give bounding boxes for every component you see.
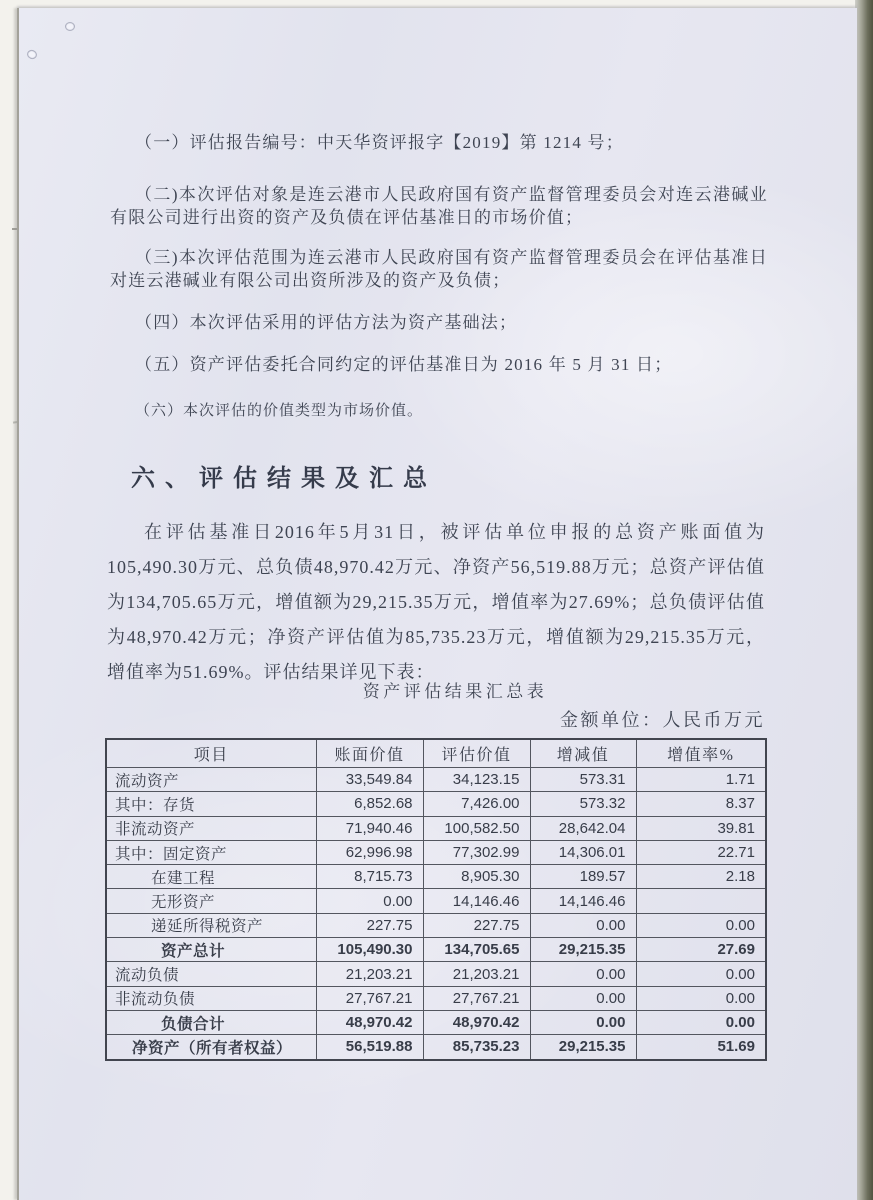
table-cell: 51.69 [636,1035,766,1060]
table-row [106,840,766,864]
paragraph-line: （六）本次评估的价值类型为市场价值。 [135,403,424,419]
table-row [106,889,766,913]
table-cell: 0.00 [530,962,636,986]
row-label: 无形资产 [106,889,316,913]
intro-paragraph [110,246,768,292]
table-cell: 105,490.30 [316,938,423,962]
paragraph-line: 为48,970.42万元；净资产评估值为85,735.23万元，增值额为29,215.35万元， [107,627,765,647]
table-row [106,792,766,816]
table-cell: 14,146.46 [423,889,530,913]
intro-paragraph [110,311,768,334]
table-cell: 227.75 [423,913,530,937]
table-title: 资产评估结果汇总表 [362,682,548,701]
table-row [106,768,766,792]
paragraph-line: 增值率为51.69%。评估结果详见下表： [107,662,435,682]
table-unit-note: 金额单位：人民币万元 [560,710,765,730]
staple-hole-mark [65,22,75,31]
row-label: 非流动资产 [106,816,316,840]
table-cell: 62,996.98 [316,840,423,864]
table-cell: 27,767.21 [316,986,423,1010]
table-cell: 21,203.21 [423,962,530,986]
row-label: 流动负债 [106,962,316,986]
table-cell: 85,735.23 [423,1035,530,1060]
table-cell: 6,852.68 [316,792,423,816]
paragraph-line: （五）资产评估委托合同约定的评估基准日为 2016 年 5 月 31 日； [135,355,673,374]
table-cell [636,889,766,913]
table-cell: 134,705.65 [423,938,530,962]
intro-paragraph [110,183,768,229]
table-cell: 77,302.99 [423,840,530,864]
paragraph-line: （一）评估报告编号：中天华资评报字【2019】第 1214 号； [135,133,624,152]
row-label: 其中：固定资产 [106,840,316,864]
table-cell: 29,215.35 [530,938,636,962]
paragraph-line: 有限公司进行出资的资产及负债在评估基准日的市场价值； [110,208,584,227]
table-cell: 14,306.01 [530,840,636,864]
row-label: 非流动负债 [106,986,316,1010]
table-row [106,816,766,840]
paragraph-line: 为134,705.65万元，增值额为29,215.35万元，增值率为27.69%；总负债评估值 [107,592,765,612]
table-cell: 0.00 [636,913,766,937]
table-cell: 27,767.21 [423,986,530,1010]
table-row [106,1035,766,1060]
table-row [106,913,766,937]
table-cell: 29,215.35 [530,1035,636,1060]
table-cell: 27.69 [636,938,766,962]
section-heading: 六、评估结果及汇总 [131,466,437,492]
paragraph-line: （四）本次评估采用的评估方法为资产基础法； [135,313,518,332]
row-label: 资产总计 [106,938,316,962]
row-label: 其中：存货 [106,792,316,816]
table-header-row [106,739,766,768]
scanner-background-strip [855,0,873,1200]
table-row [106,986,766,1010]
table-cell: 1.71 [636,768,766,792]
table-header [106,739,766,768]
table-cell: 2.18 [636,865,766,889]
table-cell: 7,426.00 [423,792,530,816]
table-cell: 0.00 [316,889,423,913]
table-cell: 28,642.04 [530,816,636,840]
row-label: 流动资产 [106,768,316,792]
table-cell: 14,146.46 [530,889,636,913]
table-cell: 21,203.21 [316,962,423,986]
table-cell: 8.37 [636,792,766,816]
column-header: 增值率% [636,739,766,768]
row-label: 净资产（所有者权益） [106,1035,316,1060]
table-cell: 573.31 [530,768,636,792]
table-row [106,865,766,889]
column-header: 评估价值 [423,739,530,768]
summary-table [105,738,767,1061]
column-header: 项目 [106,739,316,768]
paragraph-line: 对连云港碱业有限公司出资所涉及的资产及负债； [110,271,511,290]
paragraph-line: （二)本次评估对象是连云港市人民政府国有资产监督管理委员会对连云港碱业 [135,185,768,204]
table-body [106,768,766,1060]
column-header: 增减值 [530,739,636,768]
row-label: 负债合计 [106,1010,316,1034]
paragraph-line: 在评估基准日2016年5月31日，被评估单位申报的总资产账面值为 [144,522,765,542]
table-cell: 56,519.88 [316,1035,423,1060]
table-cell: 0.00 [636,1010,766,1034]
column-header: 账面价值 [316,739,423,768]
intro-paragraph [110,131,768,154]
table-row [106,1010,766,1034]
summary-paragraph [107,515,765,690]
table-cell: 48,970.42 [316,1010,423,1034]
table-cell: 100,582.50 [423,816,530,840]
table-cell: 0.00 [636,986,766,1010]
intro-paragraph [110,400,768,423]
table-row [106,938,766,962]
table-cell: 227.75 [316,913,423,937]
table-cell: 189.57 [530,865,636,889]
table-cell: 8,715.73 [316,865,423,889]
table-cell: 573.32 [530,792,636,816]
table-row [106,962,766,986]
paragraph-line: （三)本次评估范围为连云港市人民政府国有资产监督管理委员会在评估基准日 [135,248,768,267]
table-cell: 33,549.84 [316,768,423,792]
report-page [17,8,857,1200]
table-cell: 8,905.30 [423,865,530,889]
row-label: 在建工程 [106,865,316,889]
table-cell: 34,123.15 [423,768,530,792]
table-cell: 48,970.42 [423,1010,530,1034]
row-label: 递延所得税资产 [106,913,316,937]
intro-paragraph [110,353,768,376]
table-cell: 0.00 [530,913,636,937]
paragraph-line: 105,490.30万元、总负债48,970.42万元、净资产56,519.88万元；总资产评估值 [107,557,765,577]
staple-hole-mark [26,49,38,61]
table-cell: 0.00 [530,986,636,1010]
table-cell: 22.71 [636,840,766,864]
table-cell: 71,940.46 [316,816,423,840]
table-cell: 39.81 [636,816,766,840]
table-cell: 0.00 [636,962,766,986]
table-cell: 0.00 [530,1010,636,1034]
